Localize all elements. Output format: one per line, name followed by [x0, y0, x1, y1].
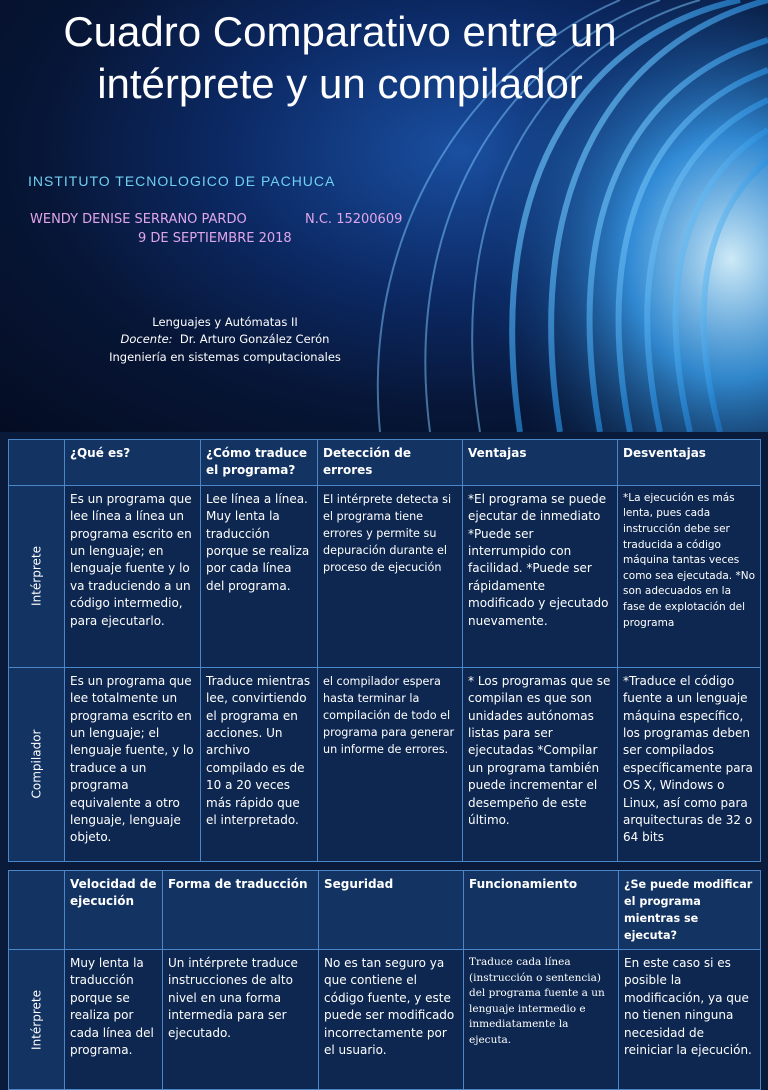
career-name: Ingeniería en sistemas computacionales	[109, 350, 341, 364]
presentation-date: 9 DE SEPTIEMBRE 2018	[138, 231, 292, 246]
table-cell: * Los programas que se compilan es que son unidades autónomas listas para ser ejecutadas *Compilar un programa también puede incrementar el desempeño de este último.	[463, 667, 618, 861]
table-cell: Traduce cada línea (instrucción o sentencia) del programa fuente a un lenguaje intermedio e inmediatamente la ejecuta.	[464, 950, 619, 1090]
column-header: Desventajas	[618, 440, 761, 486]
row-label-cell	[9, 667, 65, 861]
column-header: Detección de errores	[318, 440, 463, 486]
table-cell: No es tan seguro ya que contiene el código fuente, y este puede ser modificado incorrectamente por el usuario.	[319, 950, 464, 1090]
table-row	[9, 950, 761, 1090]
teacher-name: Dr. Arturo González Cerón	[179, 332, 330, 346]
column-header: ¿Qué es?	[65, 440, 201, 486]
table-header-row	[9, 440, 761, 486]
table-cell: Lee línea a línea. Muy lenta la traducción porque se realiza por cada línea del programa.	[201, 485, 318, 667]
teacher-label: Docente:	[120, 332, 173, 346]
column-header: ¿Cómo traduce el programa?	[201, 440, 318, 486]
table-cell: Traduce mientras lee, convirtiendo el programa en acciones. Un archivo compilado es de 10 a 20 veces más rápido que el interpretado.	[201, 667, 318, 861]
column-header: ¿Se puede modificar el programa mientras se ejecuta?	[619, 871, 761, 950]
table-cell: Es un programa que lee totalmente un programa escrito en un lenguaje; el lenguaje fuente, y lo traduce a un programa equivalente a otro lenguaje, lenguaje objeto.	[65, 667, 201, 861]
table-header-row	[9, 871, 761, 950]
slide-title: Cuadro Comparativo entre un intérprete y un compilador	[63, 8, 617, 107]
comparison-table-1	[8, 439, 761, 862]
table-row	[9, 667, 761, 861]
column-header: Forma de traducción	[163, 871, 319, 950]
author-name: WENDY DENISE SERRANO PARDO	[30, 212, 247, 227]
table-cell: El intérprete detecta si el programa tiene errores y permite su depuración durante el proceso de ejecución	[318, 485, 463, 667]
institute-name: INSTITUTO TECNOLOGICO DE PACHUCA	[28, 173, 336, 189]
table-cell: Un intérprete traduce instrucciones de alto nivel en una forma intermedia para ser ejecutado.	[163, 950, 319, 1090]
row-label-cell	[9, 950, 65, 1090]
column-header: Velocidad de ejecución	[65, 871, 163, 950]
table-cell: el compilador espera hasta terminar la compilación de todo el programa para generar un informe de errores.	[318, 667, 463, 861]
table-cell: *El programa se puede ejecutar de inmediato *Puede ser interrumpido con facilidad. *Puede ser rápidamente modificado y ejecutado nuevamente.	[463, 485, 618, 667]
teacher-line	[80, 332, 370, 346]
table-cell: Es un programa que lee línea a línea un programa escrito en un lenguaje; en lenguaje fuente y lo va traduciendo a un código intermedio, para ejecutarlo.	[65, 485, 201, 667]
control-number: N.C. 15200609	[305, 212, 403, 227]
table-cell: En este caso si es posible la modificación, ya que no tienen ninguna necesidad de reiniciar la ejecución.	[619, 950, 761, 1090]
column-header: Seguridad	[319, 871, 464, 950]
header-corner	[9, 440, 65, 486]
row-label: Compilador	[28, 729, 43, 799]
table-row	[9, 485, 761, 667]
table-cell: *Traduce el código fuente a un lenguaje máquina específico, los programas deben ser compilados específicamente para OS X, Windows o Linux, así como para arquitecturas de 32 o 64 bits	[618, 667, 761, 861]
row-label: Intérprete	[28, 546, 43, 607]
comparison-table-2	[8, 870, 761, 1090]
column-header: Funcionamiento	[464, 871, 619, 950]
header-corner	[9, 871, 65, 950]
table-cell: *La ejecución es más lenta, pues cada instrucción debe ser traducida a código máquina tantas veces como sea ejecutada. *No son adecuados en la fase de explotación del programa	[618, 485, 761, 667]
row-label: Intérprete	[28, 989, 43, 1050]
course-name: Lenguajes y Autómatas II	[152, 315, 298, 329]
row-label-cell	[9, 485, 65, 667]
title-slide	[0, 0, 768, 432]
table-cell: Muy lenta la traducción porque se realiza por cada línea del programa.	[65, 950, 163, 1090]
column-header: Ventajas	[463, 440, 618, 486]
